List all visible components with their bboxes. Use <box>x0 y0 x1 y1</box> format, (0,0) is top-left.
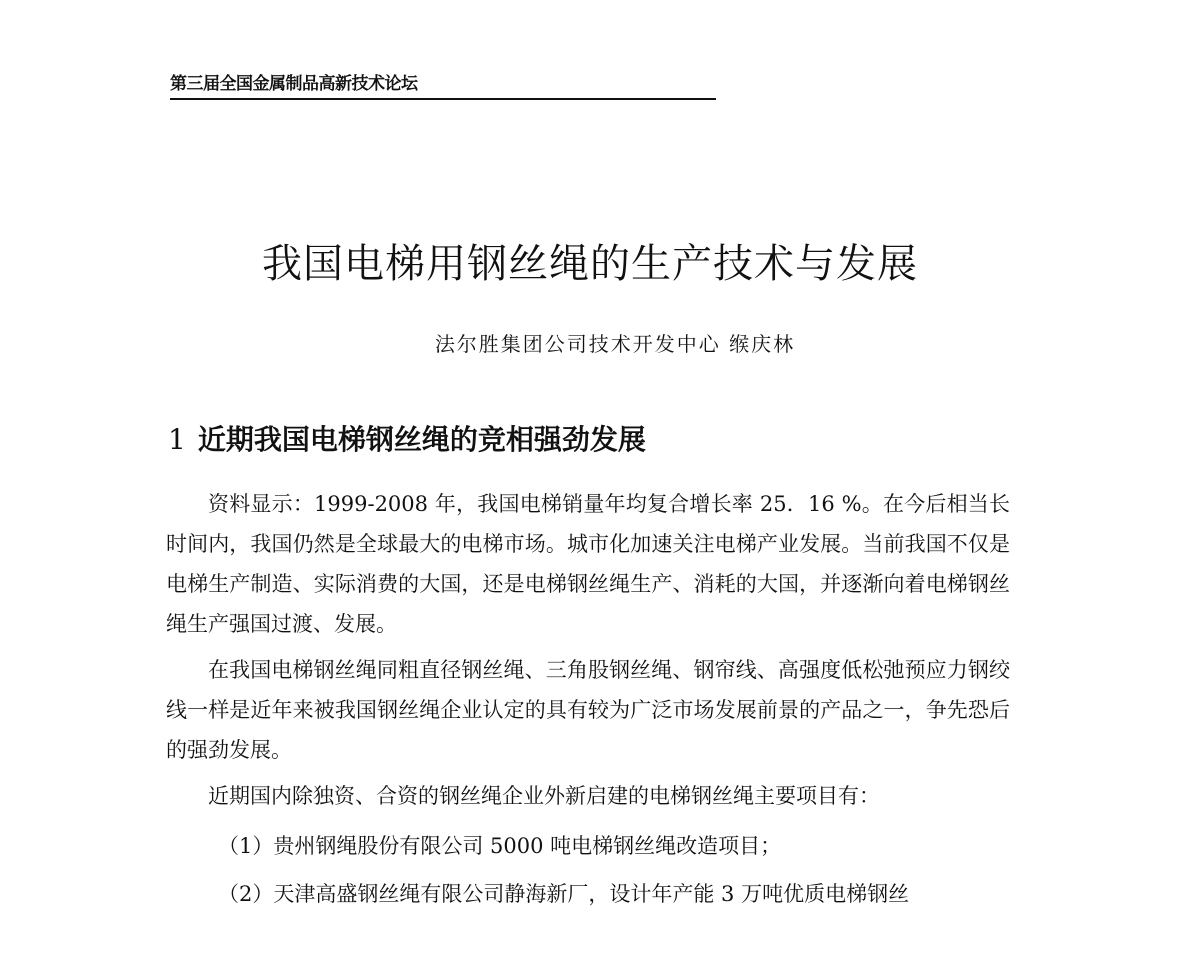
paragraph: 资料显示：1999-2008 年，我国电梯销量年均复合增长率 25．16 %。在今后相当长时间内，我国仍然是全球最大的电梯市场。城市化加速关注电梯产业发展。当前我国不仅是电梯生产制造、实际消费的大国，还是电梯钢丝绳生产、消耗的大国，并逐渐向着电梯钢丝绳生产强国过渡、发展。 <box>166 492 1010 636</box>
running-head: 第三届全国金属制品高新技术论坛 <box>170 72 716 100</box>
paper-title: 我国电梯用钢丝绳的生产技术与发展 <box>262 241 918 287</box>
list-item: （1）贵州钢绳股份有限公司 5000 吨电梯钢丝绳改造项目； <box>218 834 782 858</box>
paragraph: 近期国内除独资、合资的钢丝绳企业外新启建的电梯钢丝绳主要项目有： <box>208 784 880 808</box>
section-number: 1 <box>168 423 186 456</box>
list-item: （2）天津高盛钢丝绳有限公司静海新厂，设计年产能 3 万吨优质电梯钢丝 <box>218 882 910 906</box>
section-body <box>166 484 1010 922</box>
author-byline: 法尔胜集团公司技术开发中心 缑庆林 <box>434 332 796 356</box>
section-title: 近期我国电梯钢丝绳的竞相强劲发展 <box>197 423 646 456</box>
section-heading <box>168 420 646 460</box>
paragraph: 在我国电梯钢丝绳同粗直径钢丝绳、三角股钢丝绳、钢帘线、高强度低松弛预应力钢绞线一样是近年来被我国钢丝绳企业认定的具有较为广泛市场发展前景的产品之一，争先恐后的强劲发展。 <box>166 658 1010 762</box>
